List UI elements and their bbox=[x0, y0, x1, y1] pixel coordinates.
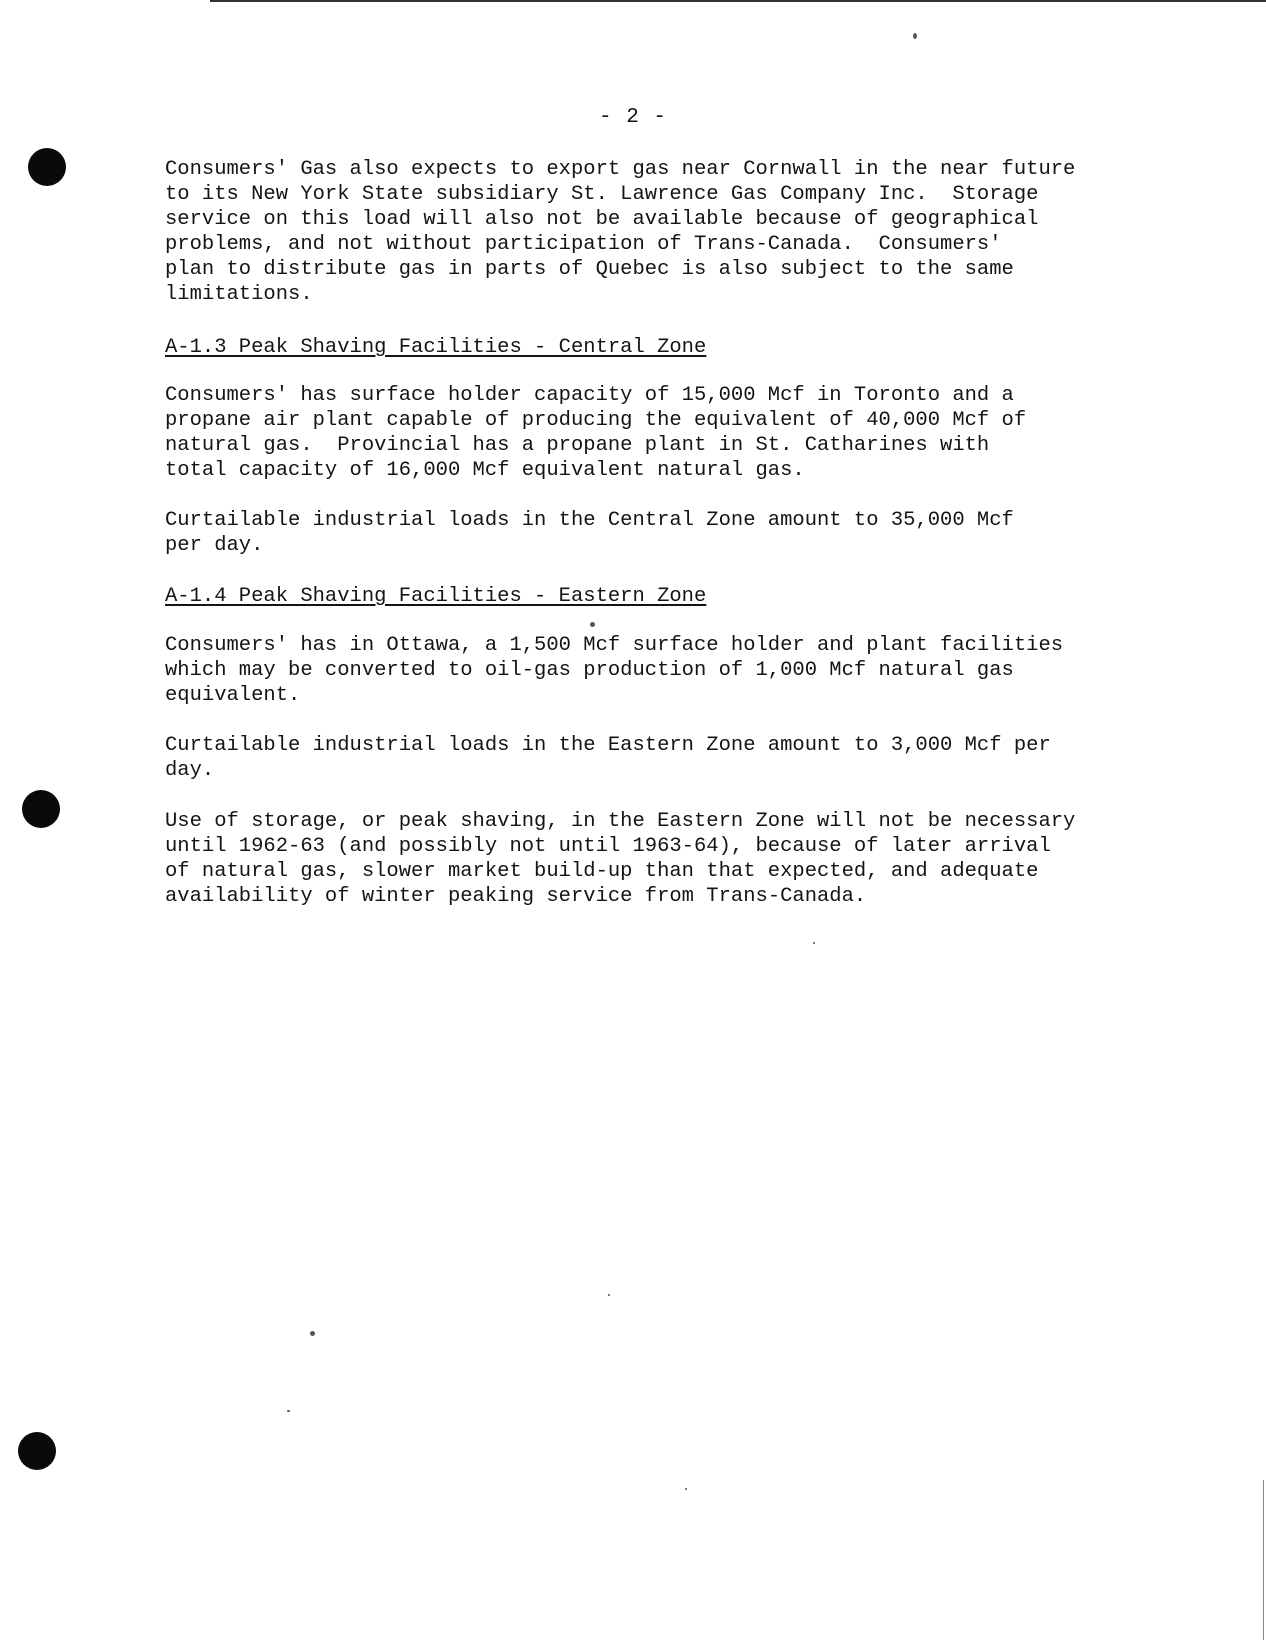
punch-hole-top bbox=[28, 148, 66, 186]
eastern-zone-paragraph-2 bbox=[165, 733, 1115, 783]
central-zone-paragraph-1 bbox=[165, 383, 1115, 483]
eastern-zone-paragraph-3 bbox=[165, 809, 1115, 909]
scan-speck bbox=[590, 622, 595, 627]
central-zone-paragraph-2 bbox=[165, 508, 1115, 558]
text-line: per day. bbox=[165, 534, 264, 557]
scan-edge-line bbox=[1263, 1480, 1264, 1640]
text-line: Consumers' has surface holder capacity of 15,000 Mcf in Toronto and a bbox=[165, 384, 1014, 407]
scan-speck bbox=[287, 1410, 290, 1412]
scan-speck bbox=[310, 1331, 315, 1336]
text-line: day. bbox=[165, 759, 215, 782]
scan-speck bbox=[685, 1488, 687, 1490]
central-zone-heading: A-1.3 Peak Shaving Facilities - Central Zone bbox=[165, 336, 707, 359]
text-line: propane air plant capable of producing the equivalent of 40,000 Mcf of bbox=[165, 409, 1027, 432]
text-line: service on this load will also not be available because of geographical bbox=[165, 208, 1039, 231]
text-line: of natural gas, slower market build-up than that expected, and adequate bbox=[165, 860, 1039, 883]
page-number: - 2 - bbox=[598, 106, 667, 129]
text-line: total capacity of 16,000 Mcf equivalent natural gas. bbox=[165, 459, 805, 482]
scan-speck bbox=[813, 942, 815, 944]
eastern-zone-heading: A-1.4 Peak Shaving Facilities - Eastern Zone bbox=[165, 585, 707, 608]
export-paragraph bbox=[165, 157, 1115, 307]
scan-speck bbox=[913, 33, 917, 39]
text-line: plan to distribute gas in parts of Quebec is also subject to the same bbox=[165, 258, 1014, 281]
text-line: availability of winter peaking service from Trans-Canada. bbox=[165, 885, 867, 908]
top-edge-rule bbox=[210, 0, 1266, 2]
text-line: Curtailable industrial loads in the Central Zone amount to 35,000 Mcf bbox=[165, 509, 1014, 532]
scan-speck bbox=[608, 1294, 610, 1296]
text-line: which may be converted to oil-gas production of 1,000 Mcf natural gas bbox=[165, 659, 1014, 682]
text-line: natural gas. Provincial has a propane plant in St. Catharines with bbox=[165, 434, 990, 457]
text-line: Consumers' Gas also expects to export gas near Cornwall in the near future bbox=[165, 158, 1076, 181]
text-line: equivalent. bbox=[165, 684, 301, 707]
text-line: Use of storage, or peak shaving, in the Eastern Zone will not be necessary bbox=[165, 810, 1076, 833]
text-line: Curtailable industrial loads in the Eastern Zone amount to 3,000 Mcf per bbox=[165, 734, 1051, 757]
text-line: Consumers' has in Ottawa, a 1,500 Mcf surface holder and plant facilities bbox=[165, 634, 1064, 657]
punch-hole-bottom bbox=[18, 1432, 56, 1470]
text-line: limitations. bbox=[165, 283, 313, 306]
text-line: to its New York State subsidiary St. Lawrence Gas Company Inc. Storage bbox=[165, 183, 1039, 206]
text-line: until 1962-63 (and possibly not until 1963-64), because of later arrival bbox=[165, 835, 1051, 858]
punch-hole-middle bbox=[22, 790, 60, 828]
eastern-zone-paragraph-1 bbox=[165, 633, 1115, 708]
text-line: problems, and not without participation of Trans-Canada. Consumers' bbox=[165, 233, 1002, 256]
